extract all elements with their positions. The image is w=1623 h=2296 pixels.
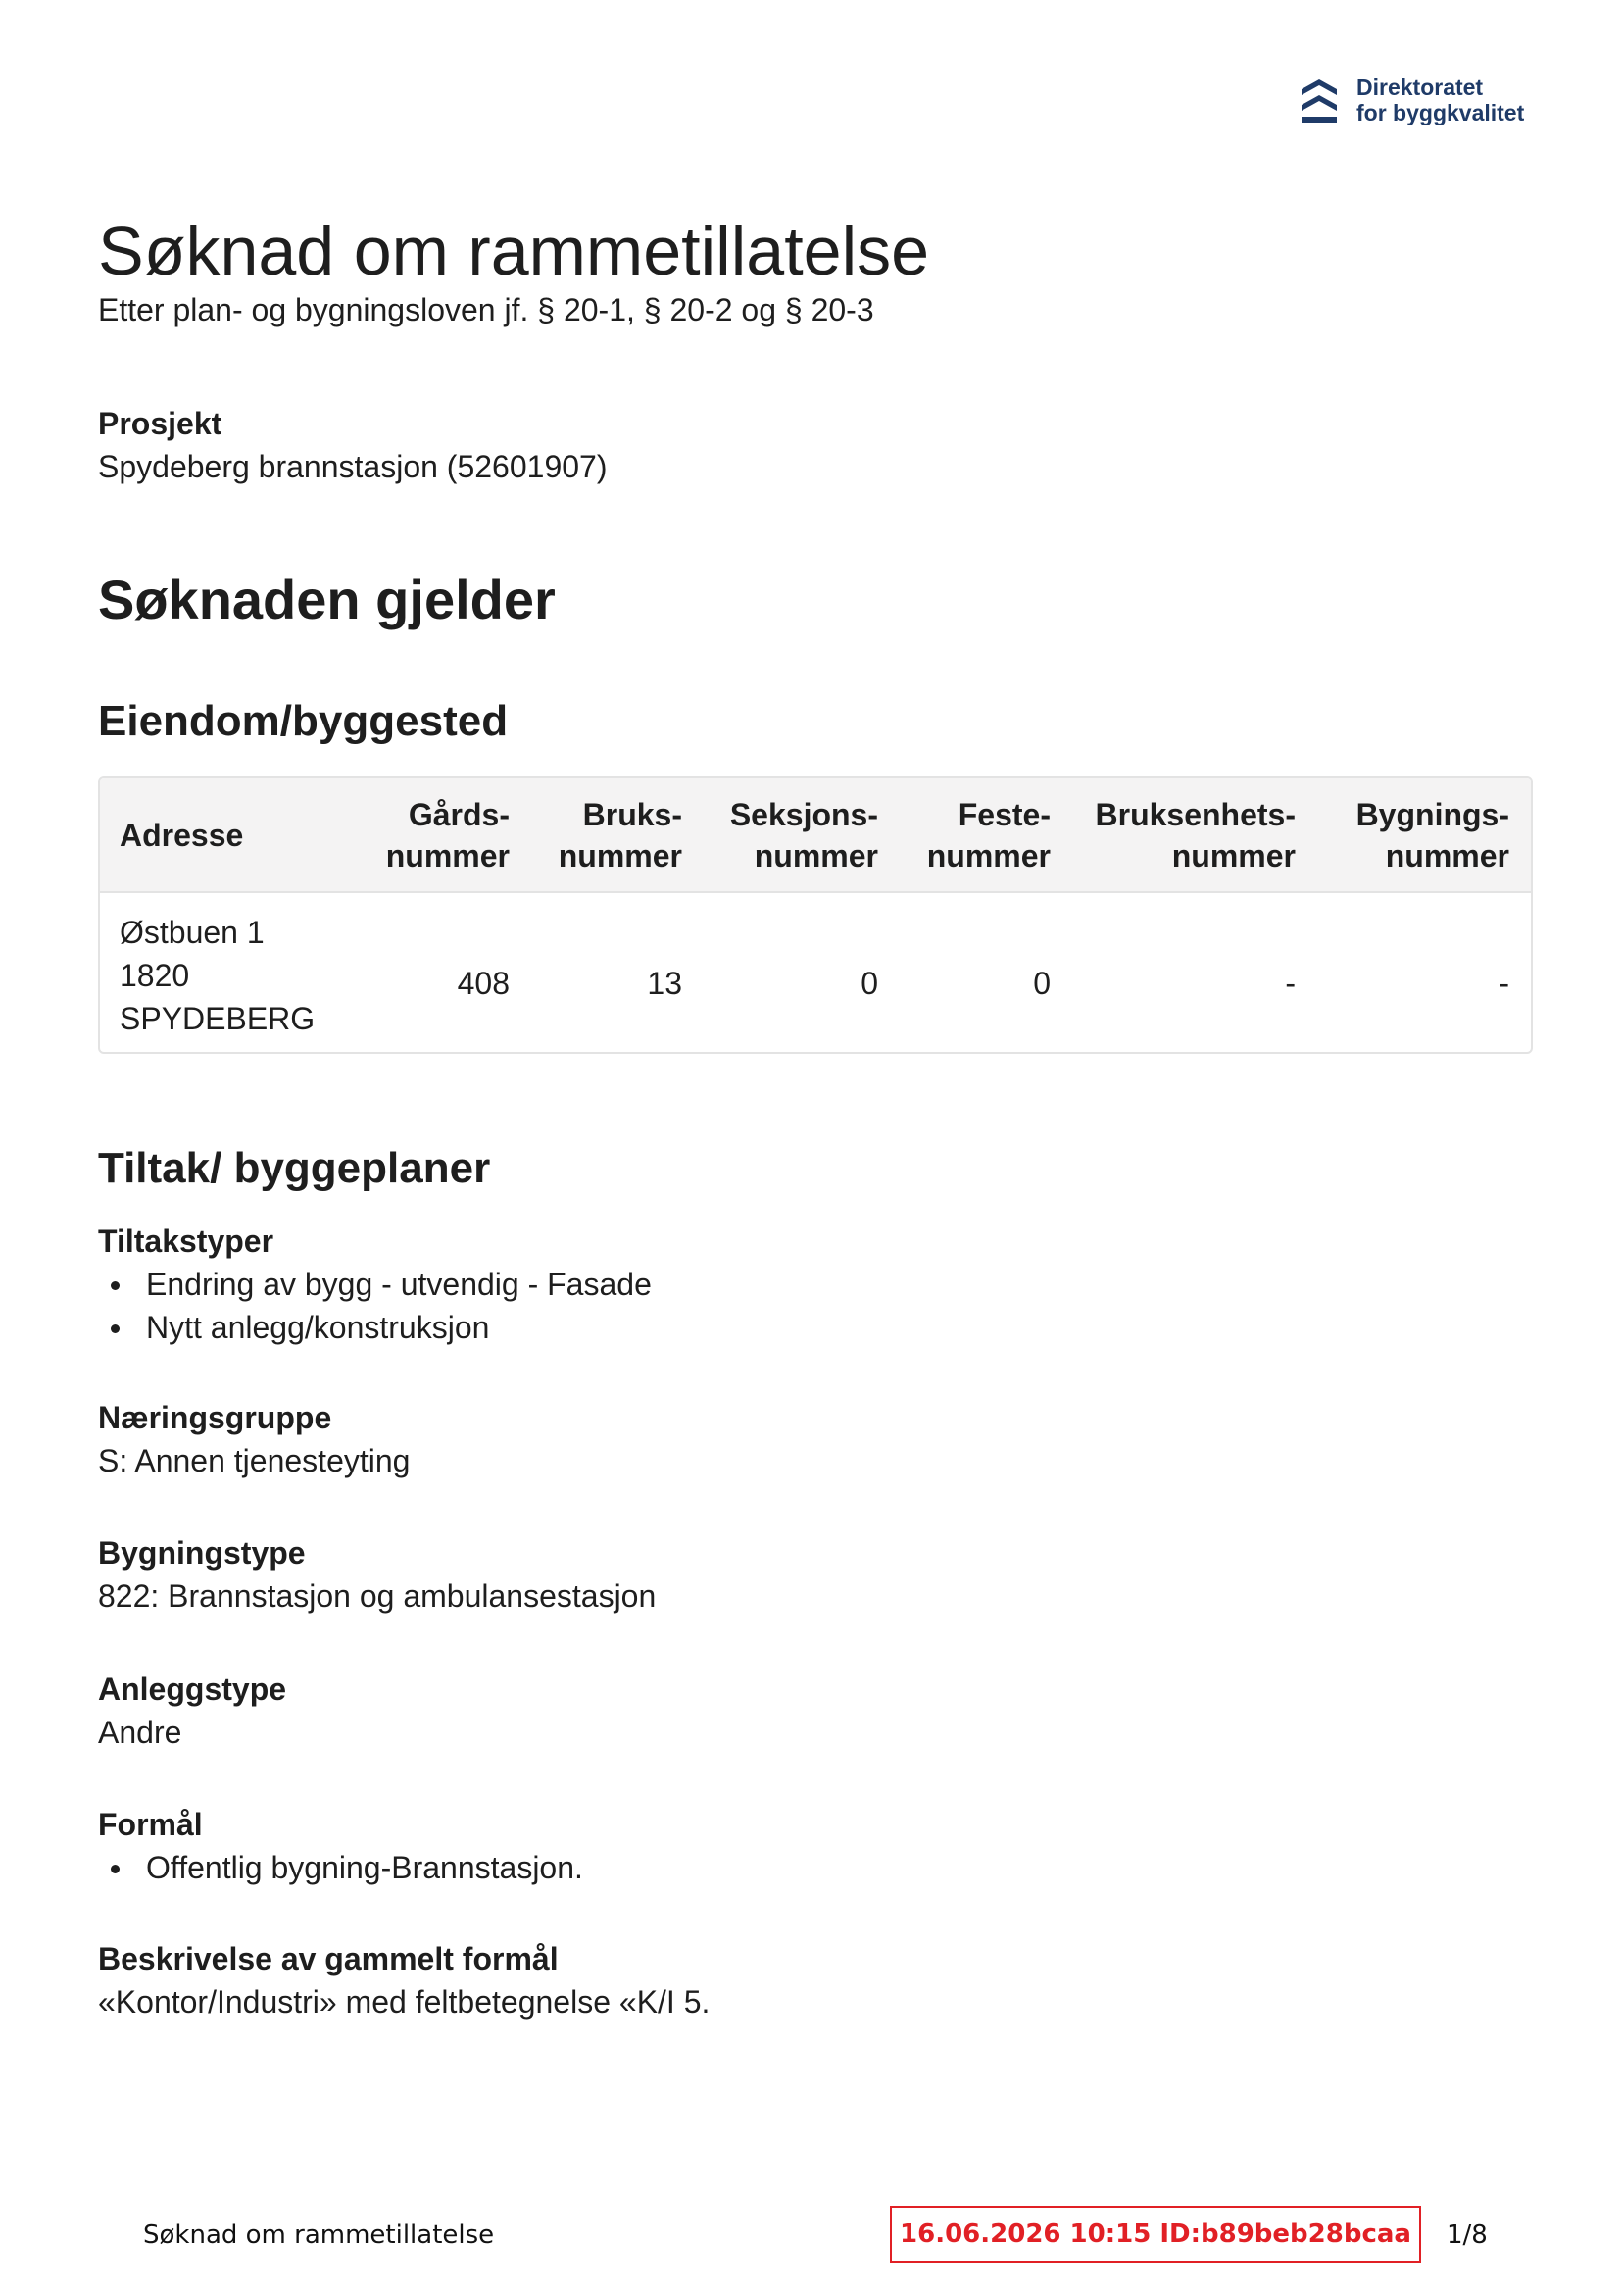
list-item: Nytt anlegg/konstruksjon: [98, 1306, 652, 1349]
col-gardsnummer: Gårds- nummer: [292, 778, 531, 892]
logo: [1300, 75, 1524, 125]
industry-value: S: Annen tjenesteyting: [98, 1443, 411, 1478]
col-bygningsnummer: Bygnings- nummer: [1317, 778, 1531, 892]
facility-type-label: Anleggstype: [98, 1672, 287, 1707]
col-festenummer: Feste- nummer: [900, 778, 1072, 892]
purpose-field: [98, 1803, 583, 1889]
measures-heading: Tiltak/ byggeplaner: [98, 1144, 491, 1192]
property-table: [98, 776, 1533, 1054]
industry-field: [98, 1396, 410, 1482]
list-item: Offentlig bygning-Brannstasjon.: [98, 1846, 583, 1889]
building-type-field: [98, 1531, 656, 1618]
logo-line1: Direktoratet: [1356, 75, 1484, 100]
footer-title: Søknad om rammetillatelse: [143, 2221, 495, 2250]
industry-label: Næringsgruppe: [98, 1400, 332, 1435]
building-type-value: 822: Brannstasjon og ambulansestasjon: [98, 1578, 657, 1614]
old-purpose-label: Beskrivelse av gammelt formål: [98, 1941, 559, 1976]
page-number: 1/8: [1447, 2221, 1488, 2250]
page-footer: [0, 2206, 1623, 2265]
logo-line2: for byggkvalitet: [1356, 100, 1525, 125]
logo-text: [1356, 75, 1524, 125]
list-item: Endring av bygg - utvendig - Fasade: [98, 1263, 652, 1306]
old-purpose-value: «Kontor/Industri» med feltbetegnelse «K/I 5.: [98, 1984, 711, 2020]
project-value: Spydeberg brannstasjon (52601907): [98, 449, 608, 484]
cell-bygningsnummer: -: [1499, 966, 1509, 1001]
col-seksjonsnummer: Seksjons- nummer: [704, 778, 900, 892]
building-type-label: Bygningstype: [98, 1535, 306, 1571]
purpose-list: [98, 1846, 583, 1889]
measure-types-field: [98, 1220, 652, 1349]
cell-bruksenhetsnummer: -: [1285, 966, 1296, 1001]
property-heading: Eiendom/byggested: [98, 697, 509, 745]
page-title: Søknad om rammetillatelse: [98, 213, 930, 289]
address-line: Østbuen 1: [120, 915, 265, 950]
col-bruksnummer: Bruks- nummer: [531, 778, 704, 892]
facility-type-value: Andre: [98, 1715, 182, 1750]
address-line: SPYDEBERG: [120, 1001, 316, 1036]
col-adresse: Adresse: [100, 778, 292, 892]
project-field: [98, 402, 607, 488]
project-label: Prosjekt: [98, 406, 222, 441]
purpose-label: Formål: [98, 1807, 203, 1842]
col-bruksenhetsnummer: Bruksenhets- nummer: [1072, 778, 1317, 892]
table-row: [100, 892, 1531, 1054]
timestamp-stamp: 16.06.2026 10:15 ID:b89beb28bcaa: [890, 2206, 1421, 2263]
cell-adresse: [100, 892, 316, 1054]
page-subtitle: Etter plan- og bygningsloven jf. § 20-1, § 20-2 og § 20-3: [98, 292, 874, 327]
cell-gardsnummer: 408: [457, 966, 510, 1001]
cell-seksjonsnummer: 0: [861, 966, 878, 1001]
dibk-logo-icon: [1300, 75, 1339, 125]
old-purpose-field: [98, 1937, 710, 2023]
section-heading: Søknaden gjelder: [98, 569, 556, 630]
measure-types-list: [98, 1263, 652, 1349]
table-header-row: [100, 778, 1531, 892]
cell-bruksnummer: 13: [647, 966, 682, 1001]
cell-festenummer: 0: [1033, 966, 1051, 1001]
facility-type-field: [98, 1668, 286, 1754]
address-line: 1820: [120, 958, 190, 993]
measure-types-label: Tiltakstyper: [98, 1223, 274, 1259]
